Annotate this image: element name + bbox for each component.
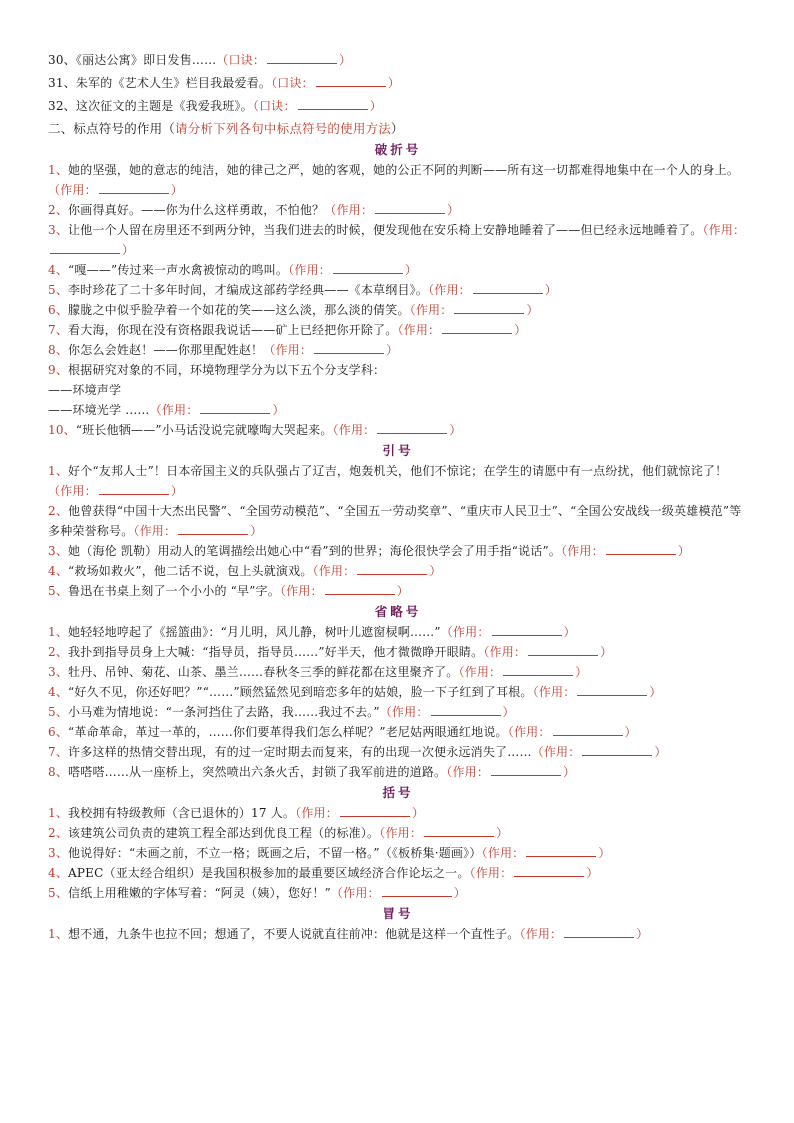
- answer-blank[interactable]: [582, 743, 652, 756]
- answer-label: 作用：: [294, 263, 331, 277]
- answer-close-paren: ）: [272, 403, 285, 417]
- answer-open-paren: （: [48, 484, 61, 498]
- answer-label: 作用：: [543, 745, 581, 759]
- question-item: [48, 662, 748, 682]
- answer-close-paren: ）: [447, 203, 460, 217]
- answer-blank[interactable]: [526, 844, 596, 857]
- answer-blank[interactable]: [473, 281, 543, 294]
- answer-label: 作用：: [489, 645, 527, 659]
- answer-close-paren: ）: [636, 927, 649, 941]
- question-item: [48, 722, 748, 742]
- question-item: [48, 682, 748, 702]
- answer-blank[interactable]: [492, 623, 562, 636]
- answer-open-paren: （: [379, 705, 392, 719]
- answer-label: 作用：: [385, 826, 423, 840]
- question-number: 3、: [48, 665, 69, 679]
- answer-blank[interactable]: [553, 723, 623, 736]
- answer-open-paren: （: [312, 564, 319, 578]
- question-number: 3、: [48, 544, 69, 558]
- answer-close-paren: ）: [369, 99, 382, 113]
- question-text: 《丽达公寓》即日发售……: [75, 53, 217, 67]
- question-text: 看大海，你现在没有资格跟我说话——矿上已经把你开除了。: [68, 323, 398, 337]
- answer-blank[interactable]: [431, 703, 501, 716]
- answer-blank[interactable]: [514, 864, 584, 877]
- answer-blank[interactable]: [377, 421, 447, 434]
- question-item: [48, 823, 748, 843]
- answer-blank[interactable]: [178, 522, 248, 535]
- question-number: 5、: [48, 705, 69, 719]
- question-text: 我校拥有特级教师（含已退休的）17 人。: [68, 806, 296, 820]
- question-text: 她轻轻地哼起了《摇篮曲》：“月儿明，风儿静，树叶儿遮窗棂啊……”: [68, 625, 441, 639]
- answer-open-paren: （: [481, 846, 488, 860]
- answer-close-paren: ）: [449, 423, 462, 437]
- answer-close-paren: ）: [624, 725, 637, 739]
- answer-close-paren: ）: [600, 645, 613, 659]
- question-item: [48, 642, 748, 662]
- answer-close-paren: ）: [654, 745, 667, 759]
- punctuation-groups: [48, 139, 748, 944]
- answer-close-paren: ）: [170, 183, 184, 197]
- question-item: [48, 803, 748, 823]
- answer-open-paren: （: [409, 303, 416, 317]
- answer-open-paren: （: [532, 685, 539, 699]
- answer-label: 作用：: [567, 544, 604, 558]
- answer-close-paren: ）: [396, 584, 409, 598]
- answer-open-paren: （: [483, 645, 490, 659]
- question-text: 嗒嗒嗒……从一座桥上，突然喷出六条火舌，封锁了我军前进的道路。: [68, 765, 447, 779]
- answer-label: 作用：: [139, 524, 177, 538]
- question-number: 4、: [48, 866, 69, 880]
- answer-label: 作用：: [286, 584, 323, 598]
- question-item: [48, 280, 748, 300]
- question-number: 1、: [48, 927, 69, 941]
- question-item: [48, 400, 748, 420]
- answer-open-paren: （: [519, 927, 526, 941]
- answer-open-paren: （: [397, 323, 404, 337]
- answer-close-paren: ）: [598, 846, 611, 860]
- group-title: 冒号: [382, 906, 414, 921]
- answer-blank[interactable]: [528, 643, 598, 656]
- question-number: 5、: [48, 584, 69, 598]
- answer-close-paren: ）: [404, 263, 418, 277]
- answer-blank[interactable]: [298, 97, 368, 110]
- question-text: 信纸上用稚嫩的字体写着：“阿灵（姨），您好！”: [68, 886, 331, 900]
- question-number: 5、: [48, 283, 69, 297]
- answer-label: 作用：: [452, 625, 490, 639]
- answer-blank[interactable]: [99, 482, 169, 495]
- answer-open-paren: （: [458, 665, 465, 679]
- pre-items-list: [48, 50, 748, 116]
- question-item: [48, 73, 748, 93]
- answer-open-paren: （: [279, 584, 287, 598]
- answer-close-paren: ）: [411, 806, 425, 820]
- group-title: 引号: [382, 443, 414, 458]
- question-item: [48, 561, 748, 581]
- question-text: 朱军的《艺术人生》栏目我最爱看。: [75, 76, 272, 90]
- question-number: 3、: [48, 223, 69, 237]
- answer-open-paren: （: [428, 283, 435, 297]
- question-item: [48, 380, 748, 400]
- question-item: [48, 581, 748, 601]
- answer-blank[interactable]: [442, 321, 512, 334]
- question-text: ——环境声学: [48, 383, 122, 397]
- answer-blank[interactable]: [340, 804, 410, 817]
- answer-close-paren: ）: [170, 484, 184, 498]
- question-text: 他说得好：“未画之前，不立一格；既画之后，不留一格。”（《板桥集·题画》）: [68, 846, 482, 860]
- answer-label: 作用：: [336, 203, 374, 217]
- question-text: APEC（亚太经合组织）是我国积极参加的最重要区域经济合作论坛之一。: [68, 866, 470, 880]
- question-item: [48, 96, 748, 116]
- answer-open-paren: （: [324, 203, 337, 217]
- question-item: [48, 200, 748, 220]
- answer-blank[interactable]: [333, 261, 403, 274]
- answer-label: 作用：: [343, 886, 380, 900]
- answer-blank[interactable]: [314, 341, 384, 354]
- answer-close-paren: ）: [677, 544, 691, 558]
- question-item: [48, 843, 748, 863]
- question-text: 她的坚强，她的意志的纯洁，她的律己之严，她的客观，她的公正不阿的判断——所有这一切都难得地集中在一个人的身上。: [68, 163, 740, 177]
- question-item: [48, 742, 748, 762]
- question-text: 好个“友邦人士”！日本帝国主义的兵队强占了辽吉，炮轰机关，他们不惊诧；在学生的请愿中有一点纷扰，他们就惊诧了！: [68, 464, 728, 478]
- question-text: ——环境光学 ……: [48, 403, 150, 417]
- answer-close-paren: ）: [502, 705, 515, 719]
- answer-blank[interactable]: [50, 241, 120, 254]
- answer-blank[interactable]: [316, 74, 386, 87]
- question-number: 1、: [48, 625, 69, 639]
- question-text: 朦胧之中似乎脸孕着一个如花的笑——这么淡，那么淡的倩笑。: [68, 303, 410, 317]
- answer-label: 作用：: [708, 223, 746, 237]
- answer-open-paren: （: [288, 263, 295, 277]
- question-item: [48, 340, 748, 360]
- question-text: 想不通，九条牛也拉不回；想通了，不要人说就直往前冲：他就是这样一个直性子。: [68, 927, 520, 941]
- answer-blank[interactable]: [424, 824, 494, 837]
- question-number: 31、: [48, 76, 76, 90]
- answer-open-paren: （: [330, 886, 344, 900]
- answer-label: 作用：: [513, 725, 551, 739]
- answer-blank[interactable]: [454, 301, 524, 314]
- question-number: 6、: [48, 303, 69, 317]
- question-number: 3、: [48, 846, 69, 860]
- question-number: 1、: [48, 806, 69, 820]
- answer-close-paren: ）: [387, 76, 401, 90]
- question-text: 你画得真好。——你为什么这样勇敢，不怕他？: [68, 203, 325, 217]
- question-number: 4、: [48, 263, 69, 277]
- answer-label: 作用：: [434, 283, 471, 297]
- question-text: 牡丹、吊钟、菊花、山茶、墨兰……春秋冬三季的鲜花都在这里聚齐了。: [68, 665, 459, 679]
- answer-close-paren: ）: [386, 343, 399, 357]
- question-number: 5、: [48, 886, 69, 900]
- answer-open-paren: （: [469, 866, 476, 880]
- answer-open-paren: （: [507, 725, 514, 739]
- question-number: 6、: [48, 725, 69, 739]
- question-text: “救场如救火”，他二话不说，包上头就演戏。: [68, 564, 313, 578]
- answer-blank[interactable]: [99, 181, 169, 194]
- answer-close-paren: ）: [563, 625, 576, 639]
- question-item: [48, 762, 748, 782]
- question-text: 该建筑公司负责的建筑工程全部达到优良工程（的标准）。: [68, 826, 380, 840]
- answer-blank[interactable]: [267, 51, 337, 64]
- question-item: [48, 420, 748, 440]
- answer-label: 作用：: [525, 927, 563, 941]
- answer-open-paren: （: [332, 423, 339, 437]
- question-item: [48, 360, 748, 380]
- answer-blank[interactable]: [564, 925, 634, 938]
- answer-close-paren: ）: [563, 765, 576, 779]
- question-item: [48, 160, 748, 200]
- section-two-heading: 二、标点符号的作用（请分析下列各句中标点符号的使用方法）: [48, 121, 404, 136]
- answer-label: 作用：: [415, 303, 453, 317]
- answer-label: 作用：: [452, 765, 490, 779]
- answer-blank[interactable]: [382, 884, 452, 897]
- answer-open-paren: （: [271, 76, 278, 90]
- answer-blank[interactable]: [325, 582, 395, 595]
- question-item: [48, 220, 748, 260]
- question-item: [48, 863, 748, 883]
- question-item: [48, 622, 748, 642]
- answer-label: 作用：: [275, 343, 313, 357]
- answer-label: 口诀：: [277, 76, 314, 90]
- question-text: 李时珍花了二十多年时间，才编成这部药学经典——《本草纲目》。: [68, 283, 429, 297]
- group-title: 破折号: [374, 142, 422, 157]
- answer-close-paren: ）: [514, 323, 527, 337]
- answer-label: 作用：: [161, 403, 199, 417]
- question-number: 7、: [48, 745, 69, 759]
- question-number: 1、: [48, 163, 69, 177]
- answer-close-paren: ）: [453, 886, 466, 900]
- question-number: 2、: [48, 826, 69, 840]
- answer-label: 作用：: [403, 323, 441, 337]
- question-text: 你怎么会姓赵！——你那里配姓赵！: [68, 343, 264, 357]
- question-number: 1、: [48, 464, 69, 478]
- answer-label: 作用：: [391, 705, 429, 719]
- question-text: “班长他牺——”小马话没说完就嚎啕大哭起来。: [75, 423, 333, 437]
- group-title: 省略号: [374, 604, 422, 619]
- answer-close-paren: ）: [575, 665, 588, 679]
- answer-open-paren: （: [440, 625, 453, 639]
- question-text: 这次征文的主题是《我爱我班》。: [75, 99, 253, 113]
- question-number: 7、: [48, 323, 69, 337]
- answer-close-paren: ）: [429, 564, 442, 578]
- question-item: [48, 702, 748, 722]
- question-number: 2、: [48, 645, 69, 659]
- answer-close-paren: ）: [544, 283, 558, 297]
- question-text: 让他一个人留在房里还不到两分钟，当我们进去的时候，便发现他在安乐椅上安静地睡着了——但已经永远地睡着了。: [68, 223, 703, 237]
- answer-close-paren: ）: [526, 303, 539, 317]
- answer-open-paren: （: [531, 745, 544, 759]
- answer-blank[interactable]: [491, 763, 561, 776]
- question-item: [48, 883, 748, 903]
- answer-close-paren: ）: [339, 53, 352, 67]
- question-text: 小马难为情地说：“一条河挡住了去路，我……我过不去。”: [68, 705, 380, 719]
- answer-close-paren: ）: [586, 866, 599, 880]
- answer-open-paren: （: [216, 53, 229, 67]
- answer-label: 作用：: [60, 183, 97, 197]
- question-item: [48, 320, 748, 340]
- question-number: 9、: [48, 363, 69, 377]
- answer-label: 口诀：: [228, 53, 266, 67]
- answer-blank[interactable]: [200, 401, 270, 414]
- group-title: 括号: [382, 785, 414, 800]
- question-number: 4、: [48, 685, 69, 699]
- question-number: 10、: [48, 423, 76, 437]
- answer-close-paren: ）: [122, 243, 135, 257]
- answer-open-paren: （: [295, 806, 302, 820]
- question-text: “嘎——”传过来一声水禽被惊动的鸣叫。: [68, 263, 289, 277]
- answer-open-paren: （: [379, 826, 386, 840]
- answer-open-paren: （: [48, 183, 61, 197]
- answer-open-paren: （: [263, 343, 276, 357]
- question-number: 4、: [48, 564, 69, 578]
- question-text: 许多这样的热情交替出现，有的过一定时期去而复来，有的出现一次便永远消失了……: [68, 745, 532, 759]
- answer-blank[interactable]: [577, 683, 647, 696]
- answer-label: 作用：: [538, 685, 576, 699]
- question-number: 32、: [48, 99, 76, 113]
- answer-open-paren: （: [133, 524, 140, 538]
- answer-label: 作用：: [487, 846, 525, 860]
- answer-close-paren: ）: [250, 524, 263, 538]
- question-item: [48, 461, 748, 501]
- answer-close-paren: ）: [496, 826, 509, 840]
- answer-label: 作用：: [60, 484, 97, 498]
- question-text: “革命革命，革过一革的，……你们要革得我们怎么样呢？”老尼姑两眼通红地说。: [68, 725, 508, 739]
- answer-blank[interactable]: [606, 542, 676, 555]
- answer-label: 作用：: [338, 423, 376, 437]
- question-number: 8、: [48, 343, 69, 357]
- question-text: 根据研究对象的不同，环境物理学分为以下五个分支学科：: [68, 363, 386, 377]
- answer-label: 作用：: [464, 665, 502, 679]
- answer-open-paren: （: [561, 544, 568, 558]
- answer-close-paren: ）: [649, 685, 662, 699]
- question-item: [48, 260, 748, 280]
- question-number: 8、: [48, 765, 69, 779]
- question-item: [48, 924, 748, 944]
- question-text: “好久不见，你还好吧？”“……”顾然猛然见到暗恋多年的姑娘，脸一下子红到了耳根。: [68, 685, 533, 699]
- answer-open-paren: （: [252, 99, 260, 113]
- question-item: [48, 501, 748, 541]
- question-item: [48, 50, 748, 70]
- question-number: 2、: [48, 504, 69, 518]
- answer-blank[interactable]: [357, 562, 427, 575]
- answer-label: 作用：: [475, 866, 513, 880]
- answer-open-paren: （: [446, 765, 453, 779]
- answer-open-paren: （: [702, 223, 709, 237]
- question-text: 她（海伦 凯勒）用动人的笔调描绘出她心中“看”到的世界；海伦很快学会了用手指“说话”。: [68, 544, 562, 558]
- question-text: 我扑到指导员身上大喊：“指导员，指导员……”好半天，他才微微睁开眼睛。: [68, 645, 484, 659]
- question-item: [48, 300, 748, 320]
- answer-label: 作用：: [301, 806, 338, 820]
- question-text: 他曾获得“中国十大杰出民警”、“全国劳动模范”、“全国五一劳动奖章”、“重庆市人民卫士”、“全国公安战线一级英雄模范”等多种荣誉称号。: [48, 504, 742, 538]
- answer-open-paren: （: [149, 403, 162, 417]
- answer-label: 口诀：: [259, 99, 296, 113]
- worksheet-page: [48, 50, 748, 944]
- question-number: 2、: [48, 203, 69, 217]
- answer-blank[interactable]: [375, 201, 445, 214]
- question-number: 30、: [48, 53, 76, 67]
- answer-blank[interactable]: [503, 663, 573, 676]
- answer-label: 作用：: [318, 564, 356, 578]
- question-item: [48, 541, 748, 561]
- question-text: 鲁迅在书桌上刻了一个小小的 “早”字。: [68, 584, 280, 598]
